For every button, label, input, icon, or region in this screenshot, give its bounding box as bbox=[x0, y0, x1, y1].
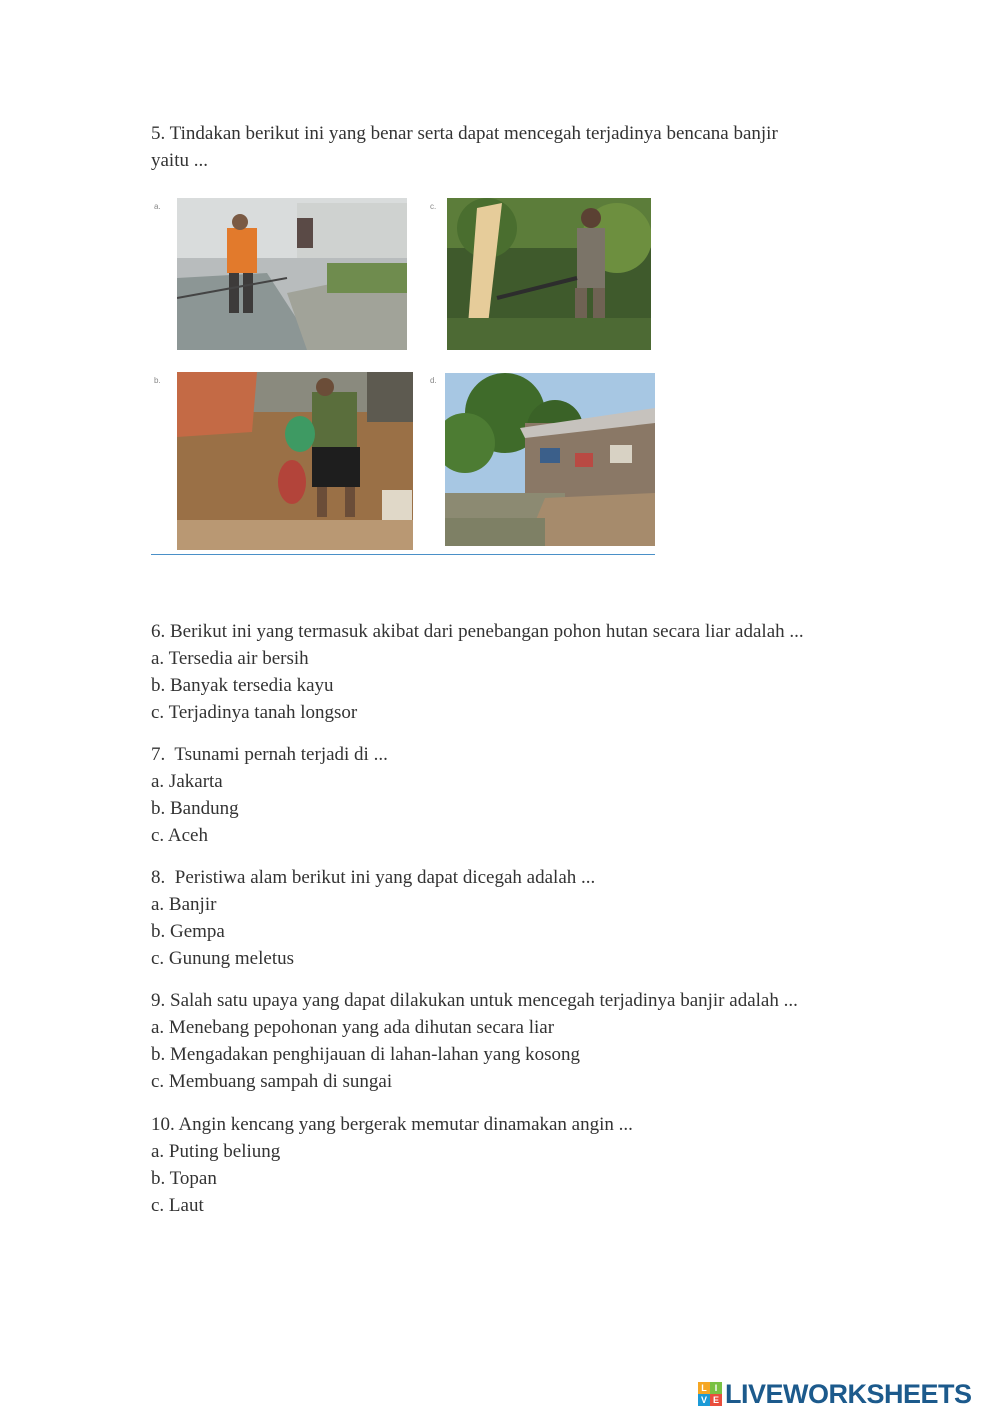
photo-d-riverside-houses[interactable] bbox=[445, 373, 655, 546]
question-10-option-a[interactable]: a. Puting beliung bbox=[151, 1141, 281, 1162]
question-8 bbox=[151, 864, 871, 972]
question-7-option-c[interactable]: c. Aceh bbox=[151, 825, 208, 846]
question-6-option-c[interactable]: c. Terjadinya tanah longsor bbox=[151, 702, 358, 723]
question-8-option-a[interactable]: a. Banjir bbox=[151, 894, 217, 915]
photo-label-d: d. bbox=[430, 376, 437, 385]
question-7-text: 7. Tsunami pernah terjadi di ... bbox=[151, 744, 388, 765]
question-10-text: 10. Angin kencang yang bergerak memutar dinamakan angin ... bbox=[151, 1114, 633, 1135]
photo-label-b: b. bbox=[154, 376, 161, 385]
question-9-option-a[interactable]: a. Menebang pepohonan yang ada dihutan secara liar bbox=[151, 1017, 555, 1038]
question-5-text-continued: yaitu ... bbox=[151, 150, 208, 171]
question-5-text: 5. Tindakan berikut ini yang benar serta dapat mencegah terjadinya bencana banjir bbox=[151, 123, 778, 144]
question-8-option-b[interactable]: b. Gempa bbox=[151, 921, 225, 942]
question-5 bbox=[151, 120, 871, 174]
question-10-option-c[interactable]: c. Laut bbox=[151, 1195, 204, 1216]
question-9-option-c[interactable]: c. Membuang sampah di sungai bbox=[151, 1071, 393, 1092]
question-9-option-b[interactable]: b. Mengadakan penghijauan di lahan-lahan yang kosong bbox=[151, 1044, 580, 1065]
question-7-option-a[interactable]: a. Jakarta bbox=[151, 771, 223, 792]
question-6 bbox=[151, 618, 871, 726]
liveworksheets-logo[interactable] bbox=[698, 1377, 972, 1411]
question-10-option-b[interactable]: b. Topan bbox=[151, 1168, 217, 1189]
question-6-option-b[interactable]: b. Banyak tersedia kayu bbox=[151, 675, 334, 696]
question-10 bbox=[151, 1111, 871, 1219]
question-9-text: 9. Salah satu upaya yang dapat dilakukan untuk mencegah terjadinya banjir adalah ... bbox=[151, 990, 798, 1011]
photo-b-littering-river[interactable] bbox=[177, 372, 413, 550]
question-5-photos bbox=[151, 192, 655, 555]
question-8-option-c[interactable]: c. Gunung meletus bbox=[151, 948, 295, 969]
question-9 bbox=[151, 987, 871, 1095]
photo-label-c: c. bbox=[430, 202, 437, 211]
liveworksheets-logo-icon: L I V E bbox=[698, 1382, 722, 1406]
question-7 bbox=[151, 741, 871, 849]
liveworksheets-logo-text: LIVEWORKSHEETS bbox=[725, 1378, 972, 1409]
photo-a-cleaning-drain[interactable] bbox=[177, 198, 407, 350]
question-6-text: 6. Berikut ini yang termasuk akibat dari penebangan pohon hutan secara liar adalah ... bbox=[151, 621, 804, 642]
photo-c-cutting-trees[interactable] bbox=[447, 198, 651, 350]
question-8-text: 8. Peristiwa alam berikut ini yang dapat dicegah adalah ... bbox=[151, 867, 596, 888]
question-7-option-b[interactable]: b. Bandung bbox=[151, 798, 239, 819]
question-6-option-a[interactable]: a. Tersedia air bersih bbox=[151, 648, 309, 669]
photo-label-a: a. bbox=[154, 202, 161, 211]
